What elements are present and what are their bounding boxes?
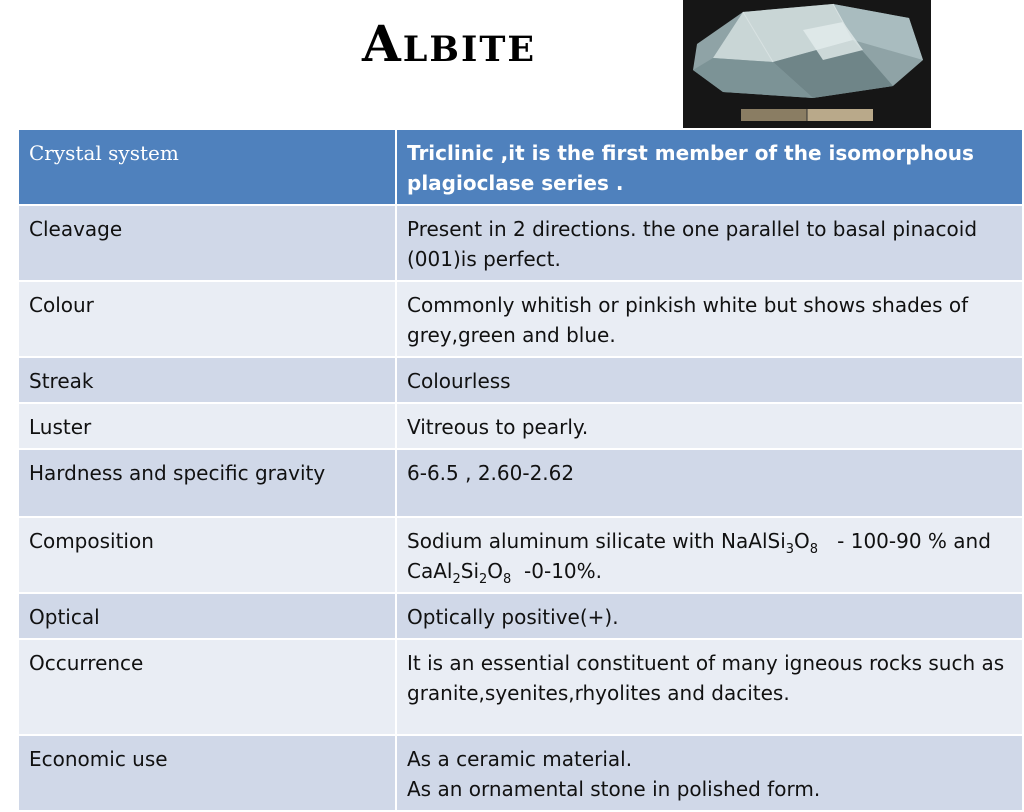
subscript: 8 [809,542,819,557]
subscript: 3 [785,542,795,557]
subscript: 2 [479,572,488,587]
value-cell: Colourless [396,357,1023,403]
properties-table [17,128,1024,812]
composition-text: CaAl [407,559,453,583]
subscript: 8 [503,572,512,587]
value-cell: It is an essential constituent of many igneous rocks such as granite,syenites,rhyolites and dacites. [396,639,1023,735]
table-row [18,735,1023,811]
table-row [18,403,1023,449]
property-cell: Occurrence [18,639,396,735]
property-cell: Optical [18,593,396,639]
composition-line-2 [407,556,1012,586]
composition-text: Si [460,559,480,583]
composition-cell [396,517,1023,593]
albite-crystal-photo [683,0,931,128]
property-cell: Streak [18,357,396,403]
economic-use-line: As a ceramic material. [407,747,633,771]
table-row [18,357,1023,403]
composition-text: O [487,559,504,583]
subscript: 2 [452,572,461,587]
value-cell: 6-6.5 , 2.60-2.62 [396,449,1023,517]
property-cell: Luster [18,403,396,449]
property-cell: Economic use [18,735,396,811]
table-row [18,449,1023,517]
table-row [18,281,1023,357]
composition-text: O [794,529,810,553]
composition-text: -0-10%. [511,559,603,583]
composition-text: Sodium aluminum silicate with NaAlSi [407,529,786,553]
property-cell: Crystal system [18,129,396,205]
composition-line-1 [407,526,1012,556]
value-cell: Optically positive(+). [396,593,1023,639]
value-cell [396,735,1023,811]
table-row [18,129,1023,205]
value-cell: Vitreous to pearly. [396,403,1023,449]
value-cell: Present in 2 directions. the one parallel to basal pinacoid (001)is perfect. [396,205,1023,281]
table-row [18,593,1023,639]
page-title: Albite [362,14,537,73]
economic-use-line: As an ornamental stone in polished form. [407,777,821,801]
composition-text: - 100-90 % and [818,529,991,553]
property-cell: Composition [18,517,396,593]
table-row [18,639,1023,735]
table-row [18,517,1023,593]
property-cell: Colour [18,281,396,357]
value-cell: Commonly whitish or pinkish white but shows shades of grey,green and blue. [396,281,1023,357]
value-cell: Triclinic ,it is the first member of the isomorphous plagioclase series . [396,129,1023,205]
table-row [18,205,1023,281]
property-cell: Cleavage [18,205,396,281]
property-cell: Hardness and specific gravity [18,449,396,517]
